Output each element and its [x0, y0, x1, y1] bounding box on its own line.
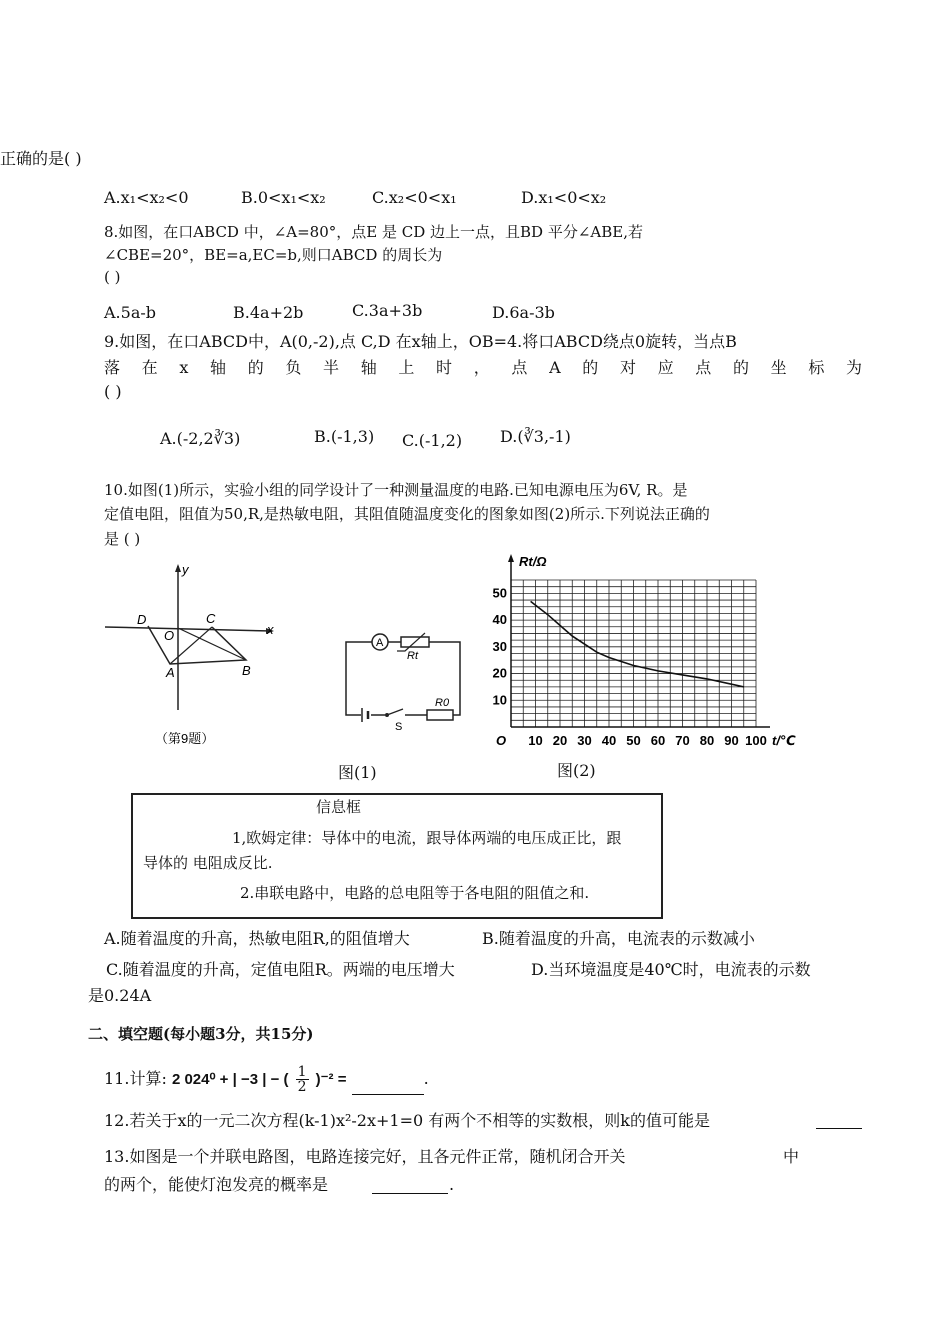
x-axis	[105, 627, 272, 631]
series-line-rt	[531, 601, 744, 687]
q9-option-c: C.(-1,2)	[402, 431, 463, 450]
q10-option-a: A.随着温度的升高，热敏电阻R,的阻值增大	[104, 929, 410, 948]
parallelogram-abcd	[148, 626, 246, 664]
q11-expr-a: 2 024⁰ + | −3 | − (	[171, 1071, 289, 1088]
y-tick-label: 20	[492, 665, 507, 681]
q13-line-1-tail: 中	[783, 1147, 800, 1166]
q9-option-a: A.(-2,2∛3)	[160, 429, 241, 448]
q12: 12.若关于x的一元二次方程(k-1)x²-2x+1=0 有两个不相等的实数根，则k的值可能是	[104, 1111, 710, 1130]
fig2-caption: 图(2)	[557, 761, 596, 780]
q7-option-a: A.x₁<x₂<0	[104, 188, 189, 207]
segment-ac	[170, 627, 212, 664]
x-tick-label: 80	[699, 733, 715, 748]
fig1-caption: 图(1)	[338, 763, 377, 782]
q10-option-b: B.随着温度的升高，电流表的示数减小	[482, 929, 755, 948]
q10-option-d: D.当环境温度是40℃时，电流表的示数	[531, 960, 811, 979]
q10-line-2: 定值电阻，阻值为50,R,是热敏电阻，其阻值随温度变化的图象如图(2)所示.下列说法正确的	[104, 505, 710, 523]
q13-answer-blank[interactable]	[372, 1173, 448, 1194]
q9-option-b: B.(-1,3)	[314, 427, 375, 446]
q8-option-d: D.6a-3b	[492, 303, 555, 322]
circuit-figure	[335, 625, 475, 733]
resistor-r0-label: R0	[435, 697, 450, 709]
q10-option-c: C.随着温度的升高，定值电阻R。两端的电压增大	[106, 960, 455, 979]
q8-option-b: B.4a+2b	[233, 303, 304, 322]
rt-temperature-chart	[490, 550, 810, 750]
y-tick-label: 50	[492, 585, 507, 601]
q11: 11.计算: 2 024⁰ + | −3 | − ( $\frac{1}{2}$ )⁻² = .	[104, 1064, 429, 1095]
q11-fraction	[296, 1065, 309, 1094]
q8-answer-paren: ( )	[104, 268, 121, 286]
q8-option-a: A.5a-b	[104, 303, 157, 322]
q9-line-1: 9.如图，在口ABCD中，A(0,-2),点 C,D 在x轴上，OB=4.将口ABCD绕点0旋转，当点B	[104, 332, 737, 351]
q9-option-d: D.(∛3,-1)	[500, 427, 571, 446]
q13-period: .	[449, 1175, 455, 1194]
info-box-item-1a: 1,欧姆定律：导体中的电流，跟导体两端的电压成正比，跟	[232, 829, 622, 847]
q10-line-3: 是 ( )	[104, 530, 141, 548]
y-tick-label: 10	[492, 692, 507, 708]
q10-option-d-tail: 是0.24A	[88, 986, 152, 1005]
point-label-o: O	[164, 628, 175, 643]
thermistor-label: Rt	[407, 650, 418, 662]
q13-line-1: 13.如图是一个并联电路图，电路连接完好，且各元件正常，随机闭合开关	[104, 1147, 626, 1166]
q10-line-1: 10.如图(1)所示，实验小组的同学设计了一种测量温度的电路.已知电源电压为6V, R。是	[104, 481, 688, 499]
q12-answer-blank[interactable]	[816, 1108, 862, 1129]
axis-label-x: x	[267, 622, 274, 637]
x-tick-label: 90	[724, 733, 739, 748]
switch-label: S	[395, 721, 403, 733]
x-axis-label: t/℃	[772, 733, 796, 748]
y-tick-label: 40	[492, 612, 507, 628]
info-box-item-2: 2.串联电路中，电路的总电阻等于各电阻的阻值之和.	[240, 884, 590, 902]
x-tick-label: 20	[552, 733, 568, 748]
q11-answer-blank[interactable]	[352, 1094, 424, 1095]
x-tick-label: O	[495, 733, 507, 748]
y-axis-arrow	[508, 554, 514, 562]
ammeter-label: A	[376, 637, 384, 649]
q8-line-2: ∠CBE=20°，BE=a,EC=b,则口ABCD 的周长为	[104, 246, 443, 264]
point-label-b: B	[242, 663, 251, 678]
q11-label: 11.计算:	[104, 1069, 167, 1088]
x-tick-label: 50	[626, 733, 641, 748]
q9-line-2: 落在x轴的负半轴上时，点A的对应点的坐标为	[104, 358, 862, 377]
q11-expr-b: )⁻² =	[315, 1071, 347, 1088]
point-label-c: C	[206, 611, 216, 626]
q8-line-1: 8.如图，在口ABCD 中，∠A=80°，点E 是 CD 边上一点，且BD 平分∠ABE,若	[104, 223, 643, 241]
y-tick-label: 30	[492, 638, 507, 654]
q7-option-c: C.x₂<0<x₁	[372, 188, 457, 207]
x-tick-label: 10	[528, 733, 543, 748]
q11-fraction-denominator: 2	[297, 1079, 307, 1095]
info-box-title: 信息框	[316, 798, 362, 816]
info-box-item-1b: 导体的 电阻成反比.	[143, 854, 273, 872]
q7-stem-tail: 正确的是( )	[0, 149, 82, 168]
q8-option-c: C.3a+3b	[352, 301, 423, 320]
x-tick-label: 100	[745, 733, 767, 748]
segment-ob	[178, 628, 246, 660]
q7-option-d: D.x₁<0<x₂	[521, 188, 607, 207]
q9-figure	[100, 560, 290, 760]
y-axis-label: Rt/Ω	[519, 554, 547, 569]
q13-line-2: 的两个，能使灯泡发亮的概率是	[104, 1175, 329, 1194]
x-tick-label: 30	[577, 733, 592, 748]
point-label-a: A	[166, 665, 175, 680]
resistor-r0-icon	[427, 710, 453, 720]
q7-option-b: B.0<x₁<x₂	[241, 188, 326, 207]
x-tick-label: 70	[675, 733, 690, 748]
q9-figure-caption: （第9题）	[155, 731, 215, 746]
axis-label-y: y	[182, 562, 189, 577]
section-2-heading: 二、填空题(每小题3分，共15分)	[88, 1025, 314, 1043]
q11-fraction-numerator: 1	[297, 1064, 307, 1080]
point-label-d: D	[137, 612, 147, 627]
y-axis-arrow	[175, 564, 181, 572]
x-tick-label: 40	[601, 733, 617, 748]
x-tick-label: 60	[650, 733, 666, 748]
q9-answer-paren: ( )	[104, 382, 122, 401]
